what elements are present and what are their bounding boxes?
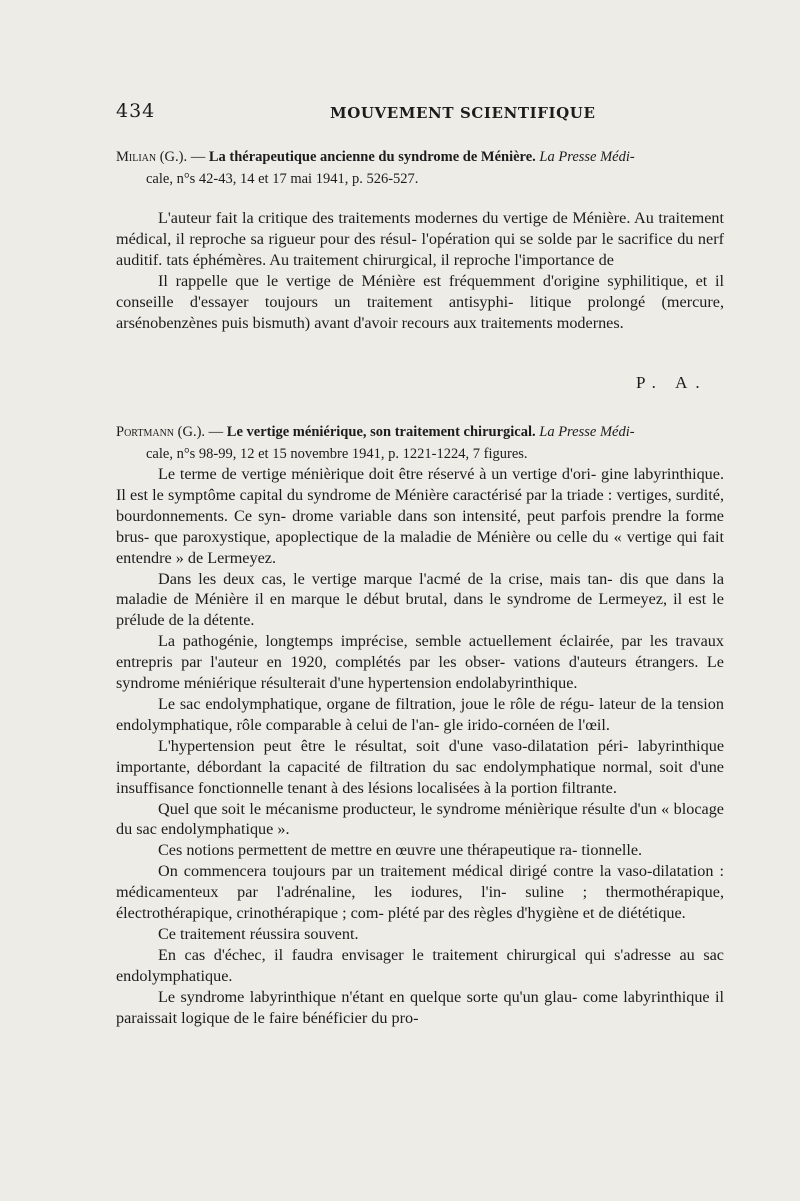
citation-journal: La Presse Médi- — [539, 149, 635, 165]
abstract-signature: P. A. — [636, 373, 708, 392]
citation-portmann: Portmann (G.). — Le vertige méniérique, son traitement chirurgical. La Presse Médi- cale, n°s 98-99, 12 et 15 novembre 1941, p. 1221-1224, 7 figures. — [116, 421, 726, 465]
paragraph: Le syndrome labyrinthique n'étant en quelque sorte qu'un glau- come labyrinthique il paraissait logique de le faire bénéficier du pro- — [116, 987, 724, 1027]
citation-author: Portmann (G.). — [116, 424, 206, 440]
paragraph: L'hypertension peut être le résultat, soit d'une vaso-dilatation péri- labyrinthique importante, débordant la capacité de filtration du sac endolymphatique normal, soit d'une insuffisance fonctionnelle tenant à des lésions localisées à la portion filtrante. — [116, 736, 724, 797]
citation-milian: Milian (G.). — La thérapeutique ancienne du syndrome de Ménière. La Presse Médi- cale, n°s 42-43, 14 et 17 mai 1941, p. 526-527. — [116, 146, 726, 190]
paragraph: Ce traitement réussira souvent. — [158, 924, 359, 943]
paragraph: Il rappelle que le vertige de Ménière est fréquemment d'origine syphilitique, et il conseille d'essayer toujours un traitement antisyphi- litique prolongé (mercure, arsénobenzènes puis bismuth) avant d'avoir recours aux traitements modernes. — [116, 271, 724, 332]
citation-author: Milian (G.). — [116, 149, 188, 165]
running-title: MOUVEMENT SCIENTIFIQUE — [330, 104, 596, 122]
paragraph: En cas d'échec, il faudra envisager le traitement chirurgical qui s'adresse au sac endolymphatique. — [116, 945, 724, 985]
paragraph: Le sac endolymphatique, organe de filtration, joue le rôle de régu- lateur de la tension endolymphatique, rôle comparable à celui de l'an- gle irido-cornéen de l'œil. — [116, 694, 724, 734]
abstract-milian — [116, 208, 724, 333]
paragraph: Ces notions permettent de mettre en œuvre une thérapeutique ra- tionnelle. — [158, 841, 643, 860]
citation-title: La thérapeutique ancienne du syndrome de Ménière. — [208, 149, 536, 165]
citation-details: cale, n°s 42-43, 14 et 17 mai 1941, p. 526-527. — [146, 171, 419, 187]
page-header — [116, 100, 736, 130]
abstract-portmann — [116, 464, 724, 1028]
citation-title: Le vertige méniérique, son traitement chirurgical. — [226, 424, 536, 440]
page-number: 434 — [116, 100, 156, 122]
paragraph: On commencera toujours par un traitement médical dirigé contre la vaso-dilatation : médicamenteux par l'adrénaline, les iodures, l'in- suline ; thermothérapique, électrothérapique, crinothérapique ; com- plété par des règles d'hygiène et de diététique. — [116, 862, 724, 923]
paragraph: Le terme de vertige ménièrique doit être réservé à un vertige d'ori- gine labyrinthique. Il est le symptôme capital du syndrome de Ménière caractérisé par la triade : vertiges, surdité, bourdonnements. Ce syn- drome variable dans son intensité, peut parfois prendre la forme brus- que paroxystique, apoplectique de la maladie de Ménière ou celle du « vertige qui fait entendre » de Lermeyez. — [116, 465, 724, 567]
paragraph: L'auteur fait la critique des traitements modernes du vertige de Ménière. Au traitement médical, il reproche sa rigueur pour des résul- l'opération qui se solde par le sacrifice du nerf auditif. tats éphémères. Au traitement chirurgical, il reproche l'importance de — [116, 209, 724, 269]
citation-details: cale, n°s 98-99, 12 et 15 novembre 1941, p. 1221-1224, 7 figures. — [146, 446, 528, 462]
paragraph: Dans les deux cas, le vertige marque l'acmé de la crise, mais tan- dis que dans la maladie de Ménière il en marque le début brutal, dans le syndrome de Lermeyez, il est le prélude de la détente. — [116, 569, 724, 630]
citation-journal: La Presse Médi- — [539, 424, 635, 440]
paragraph: Quel que soit le mécanisme producteur, le syndrome ménièrique résulte d'un « blocage du sac endolymphatique ». — [116, 799, 724, 839]
paragraph: La pathogénie, longtemps imprécise, semble actuellement éclairée, par les travaux entrepris par l'auteur en 1920, complétés par les obser- vations d'auteurs étrangers. Le syndrome méniérique résulterait d'une hypertension endolabyrinthique. — [116, 632, 724, 693]
